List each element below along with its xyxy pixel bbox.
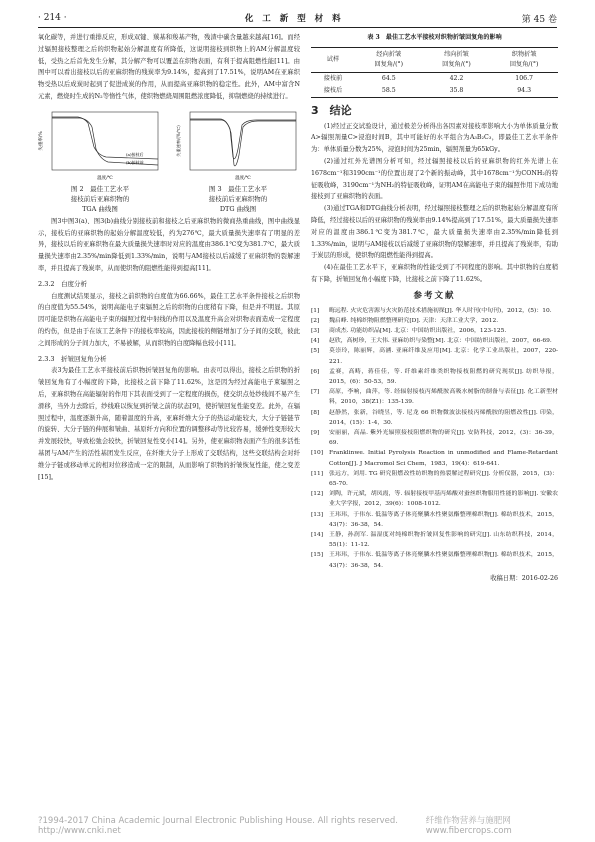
reference-text: 赵欣，高树珍，王大伟. 亚麻纺织与染整[M]. 北京：中国纺织出版社，2007，66-69. [329,338,552,345]
reference-item [311,316,558,326]
paragraph: 白度测试结果显示，接枝之前织物的白度值为66.66%，最佳工艺水平条件接枝之后织物的白度值为55.54%，说明高能电子束辐照之后的织物的白度稍有下降，但是并不明显。其原因可能是织物在高能电子束的辐照过程中射线的作用以及温度升高会对织物表面造成一定程度的灼伤，但是由于在该工艺条件下的接枝率较高，因此接枝的侧链增加了分子间的交联，彼此之间形成的分子间力加大，不易被解，从而织物的白度降幅也较小[11]。 [38,292,300,347]
reference-item [311,387,558,407]
curve-a [190,119,296,159]
table-title: 表 3 最佳工艺水平接枝对织物折皱回复角的影响 [367,34,502,41]
curve-b [52,118,158,165]
figure-2-caption: 图 2 最佳工艺水平 接枝前后亚麻织物的 TGA 曲线图 [70,184,130,213]
x-axis-label: 温度/℃ [97,175,113,181]
reference-item [311,408,558,428]
reference-text: 莫崇玲，陈丽辉，高涵. 亚麻纤维及应用[M]. 北京：化学工业出版社，2007，220-221. [329,348,558,365]
reference-number: [11] [311,470,324,477]
references-title: 参考文献 [413,290,456,301]
reference-number: [14] [311,532,324,539]
reference-number: [4] [311,338,320,345]
reference-text: 刘陶，许元斌，胡凤霞，等. 辐射接枝甲基丙烯酸对蚕丝织物服用性能的影响[J]. 安徽农业大学学报，2012，39(6)：1008-1012. [329,491,558,508]
received-date: 收稿日期：2016-02-26 [490,574,558,582]
reference-item [311,489,558,509]
reference-text: 王玮玮，于伟东. 低温等离子体亮聚膦水性聚氨酯整理棉织物[J]. 棉纺织技术，2015，43(7)：36-38，54. [329,511,558,528]
dtg-chart [176,109,300,183]
reference-text: 孟赛，高畴，蒋佳佳，等. 纤维素纤维类织物接枝阻燃的研究现状[J]. 纺织导报，2015，(6)：50-53，59. [329,368,558,385]
page-footer [38,814,575,836]
table-header: 试样 [311,47,355,72]
legend-b: (b)接枝前 [126,159,144,165]
table-row: 接枝前 64.5 42.2 106.7 [323,74,533,82]
left-column [38,32,300,483]
wrinkle-recovery-table [311,47,558,98]
reference-text: 赵静然，张新，谷晓昱，等. 尼龙 66 织物微波法接枝丙烯酰胺的阻燃改性[J]. 印染，2014，(15)：1-4，30. [329,409,558,426]
y-axis-label: 失重率/% [39,131,44,151]
reference-text: 商成杰. 功能纺织品[M]. 北京：中国纺织出版社，2006，123-125. [329,327,507,334]
reference-number: [8] [311,409,320,416]
page-header [38,11,557,25]
y-axis-label: 失重速率/(%/℃) [176,125,181,157]
reference-text: Franklinwe. Initial Pyrolysis Reaction in unmodified and Flame-Retardant Cotton[J]. J Macromol Sci Chem，1983，19(4)：619-641. [329,450,558,467]
reference-number: [6] [311,368,320,375]
tga-chart [38,109,162,183]
figure-3 [176,109,300,214]
table-row: 接枝后 58.5 35.8 94.3 [311,85,558,98]
figure-2 [38,109,162,214]
reference-number: [13] [311,511,324,518]
page-number: · 214 · [38,13,67,23]
copyright-notice: ?1994-2017 China Academic Journal Electronic Publishing House. All rights reserved. http://www.cnki.net [38,816,407,836]
reference-item [311,428,558,448]
paragraph: 氧化碳等，并进行重排反应，形成双键、羰基和羧基产物，残渣中碳含量越来越高[16]。而经过辐照接枝整理之后的织物起始分解温度有所降低，这说明接枝到织物上的AM分解温度较低，受热之后首先发生分解，其分解产物可以覆盖在织物表面，有利于提高阻燃性能[11]。由图中可以看出接枝以后的亚麻织物的残炭率为9.14%，提高到了17.51%，说明AM在亚麻织物受热以后成炭时起到了促进成炭的作用，从而提高亚麻织物的稳定性。此外，AM中富含N元素，燃烧时生成的N₂等惰性气体，使织物燃烧周围阻燃浓度降低，抑制燃烧的持续进行。 [38,34,300,100]
reference-item [311,306,558,316]
reference-number: [5] [311,348,320,355]
reference-item [311,346,558,366]
reference-text: 张远方，刘用. TG 研究阻燃改性纺织物的热裂解过程研究[J]. 分析仪器，2015，(3)：65-70. [329,470,558,487]
reference-text: 魏启峰. 纯棉织物阻燃整理研究[D]. 天津：天津工业大学，2012. [329,317,499,324]
table-header: 织物折皱 回复角/(°) [490,47,558,72]
reference-number: [2] [311,317,320,324]
curve-b [190,120,296,166]
table-header: 纬向折皱 回复角/(°) [423,47,491,72]
legend-a: (a)接枝后 [126,151,144,157]
reference-text: 晦远程. 火灾危害源与火灾防范技术措施初探[J]. 华人时刊(中旬刊)，2012，(5)：10. [329,307,552,314]
table-header: 经向折皱 回复角/(°) [355,47,423,72]
reference-item [311,336,558,346]
reference-list [311,306,558,571]
header-rule [38,27,557,28]
paragraph: 图3中图3(a)、图3(b)曲线分别接枝前和接枝之后亚麻织物的微商热重曲线，图中曲线显示，接枝后的亚麻织物的起始分解温度较低，约为276℃，最大质量损失速率有了明显的差异，接枝以后的亚麻织物在最大质量损失速率时对应的温度由386.1℃变为381.7℃，最大质量损失速率由2.35%/min降低到1.33%/min，说明与AM接枝以后减缓了亚麻织物的裂解速率，并且提高了残炭率，从而使织物的阻燃性能得到提高[11]。 [38,217,300,272]
reference-item [311,469,558,489]
paragraph: 表3为最佳工艺水平接枝前后织物折皱回复角的影响。由表可以得出，接枝之后织物的折皱回复角有了小幅度的下降，比接枝之前下降了11.62%，这是因为经过高能电子束辐照之后，亚麻织物在高能辐射的作用下其表面受到了一定程度的损伤，使交织点处纱线间不易产生滑移，当外力去除后，纱线难以恢复到折皱之前的状态[9]，使折皱回复性能变差。此外，在辐照过程中，温度逐渐升高，随着温度的升高，亚麻纤维大分子的热运动能较大，大分子链链节的旋转、大分子链的伸展和皱曲、基原纤方向和位置的调整移动等比较容易，缓弹性变形较大并发展较快，导致松弛会较快，折皱回复性变小[14]。另外，使亚麻织物表面产生的很多活性基团与AM产生的活性基团发生反应，在纤维大分子上形成了交联结构，这些交联结构会对纤维分子链或移动单元的相对位移造成一定的限制，从而影响了织物的折皱恢复性能，使之变差[15]。 [38,367,300,481]
reference-item [311,367,558,387]
reference-number: [3] [311,327,320,334]
reference-item [311,530,558,550]
reference-number: [12] [311,491,324,498]
reference-number: [9] [311,429,320,436]
conclusion-3: (3)通过TGA和DTG曲线分析表明，经过辐照接枝整理之后的织物起始分解温度有所降低，经过接枝以后的亚麻织物的残炭率由9.14%提高到了17.51%，最大质量损失速率对应的温度由386.1℃变为381.7℃，最大质量损失速率由2.35%/min降低到1.33%/min，说明与AM接枝以后减缓了亚麻织物的裂解速率，并且提高了残炭率，有助于炭层的形成，使织物的阻燃性能得到提高。 [311,205,558,260]
reference-number: [10] [311,450,324,457]
reference-text: 王玮玮，于伟东. 低温等离子体亮聚膦水性聚氨酯整理棉织物[J]. 棉纺织技术，2015，43(7)：36-38，54. [329,552,558,569]
conclusion-4: (4)在最佳工艺水平下，亚麻织物的性能受到了不同程度的影响。其中织物的白度稍有下降，折皱回复角小幅度下降，比接枝之前下降了11.62%。 [311,264,558,283]
reference-text: 王静，孙润军. 温湿度对纯棉织物折皱回复性影响的研究[J]. 山东纺织科技，2014，55(1)：11-12. [329,532,558,549]
reference-item [311,326,558,336]
section-title: 3 结论 [311,103,352,117]
right-column [311,32,558,585]
figure-row [38,109,300,214]
reference-text: 高原，李响，曲萍，等. 经辐射接枝丙烯酰胺高吸水树脂的制备与表征[J]. 化工新型材料，2010，38(Z1)：135-139. [329,389,558,406]
conclusion-1: (1)经过正交试验设计，通过极差分析得出各因素对接枝率影响大小为单体质量分数A>辐照剂量C>浸泡时间B，其中可能好的水平组合为A₃B₂C₃，即最佳工艺水平条件为：单体质量分数为25%，浸泡时间为25min，辐照剂量为65kGy。 [311,122,558,154]
reference-item [311,550,558,570]
reference-item [311,448,558,468]
journal-title: 化 工 新 型 材 料 [244,14,344,24]
reference-number: [15] [311,552,324,559]
section-heading: 2.3.2 白度分析 [38,279,88,288]
conclusion-2: (2)通过红外光谱图分析可知，经过辐照接枝以后的亚麻织物的红外光谱上在1678cm⁻¹和3190cm⁻¹的位置出现了2个新的振动峰，其中1678cm⁻¹为CONH₂的特征吸收峰，3190cm⁻¹为NH₂的特征吸收峰，证明AM在高能电子束的辐照作用下成功地接枝到了亚麻织物的表面。 [311,157,558,201]
reference-number: [1] [311,307,320,314]
x-axis-label: 温度/℃ [235,175,251,181]
reference-number: [7] [311,389,320,396]
reference-text: 安丽丽，高晶. 紫外光辐照接枝阻燃织物的研究[J]. 安防科技，2012，(3)：36-39，69. [329,429,558,447]
volume-label: 第 45 卷 [521,14,557,25]
figure-3-caption: 图 3 最佳工艺水平 接枝前后亚麻织物的 DTG 曲线图 [208,184,268,213]
watermark-text: 纤维作物营养与施肥网 www.fibercrops.com [425,816,512,836]
section-heading: 2.3.3 折皱回复角分析 [38,354,107,363]
reference-item [311,510,558,530]
